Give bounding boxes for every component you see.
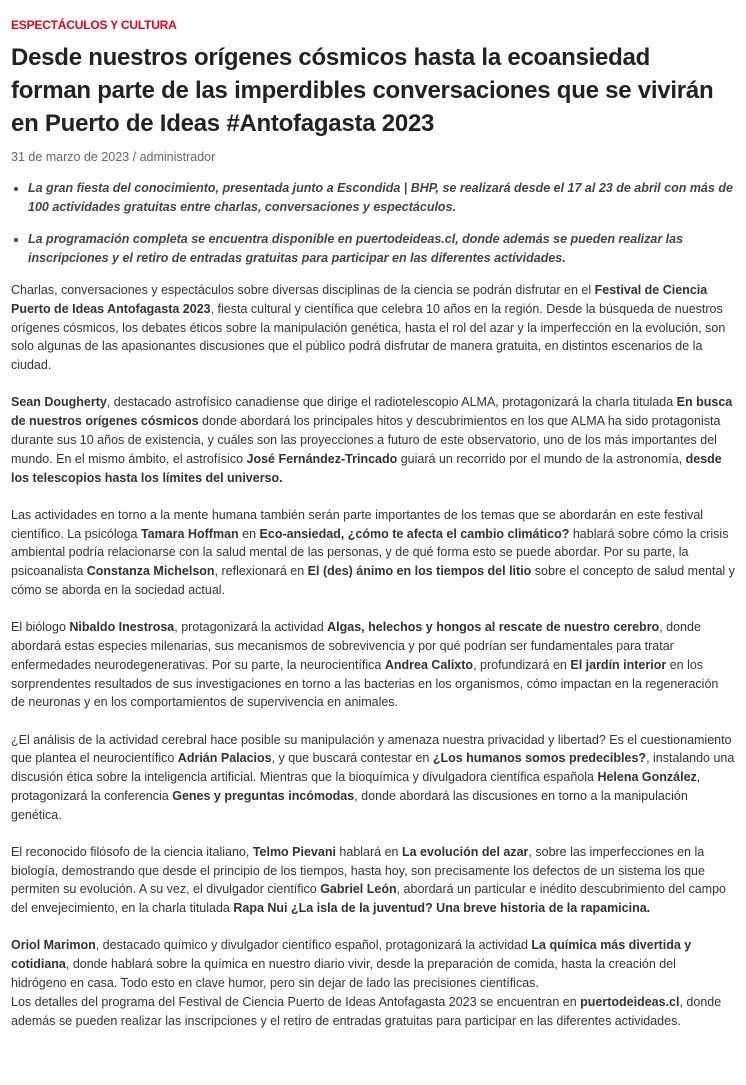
paragraph-biology [11, 618, 735, 712]
text: , protagonizará la conferencia [11, 770, 701, 803]
bold-text: Genes y preguntas incómodas [172, 788, 355, 803]
text: Las actividades en torno a la mente humana también serán parte importantes de los temas que se abordarán en este festival científico. La psicóloga [11, 507, 704, 541]
text: , donde además se pueden realizar las inscripciones y el retiro de entradas gratuitas para participar en las diferentes actividades. [11, 994, 722, 1028]
article-title: Desde nuestros orígenes cósmicos hasta la ecoansiedad forman parte de las imperdibles conversaciones que se vivirán en Puerto de Ideas #Antofagasta 2023 [11, 44, 714, 137]
bold-text: Eco-ansiedad, ¿cómo te afecta el cambio climático? [259, 526, 570, 541]
paragraph-neuroscience [11, 731, 735, 825]
bold-text: Rapa Nui ¿La isla de la juventud? Una breve historia de la rapamicina. [233, 901, 651, 916]
text: Charlas, conversaciones y espectáculos sobre diversas disciplinas de la ciencia se podrán disfrutar en el [11, 283, 595, 297]
website-link: puertodeideas.cl [580, 994, 680, 1009]
text: , profundizará en [473, 657, 571, 672]
bold-text: Festival de Ciencia Puerto de Ideas Antofagasta 2023 [11, 283, 708, 316]
text: El reconocido filósofo de la ciencia italiano, [11, 844, 253, 859]
text: , donde abordará estas especies milenarias, sus mecanismos de sobrevivencia y por qué podrían ser fundamentales para tratar enfermedades neurodegenerativas. Por su parte, la neurocientífica [11, 620, 701, 672]
text: , protagonizará la actividad [174, 620, 328, 635]
text: sobre el concepto de salud mental y cómo se aborda en la sociedad actual. [11, 564, 735, 597]
text: , y que buscará contestar en [271, 751, 433, 766]
author-link[interactable]: administrador [139, 150, 216, 164]
bold-text: Gabriel León [320, 882, 397, 897]
bold-text: Constanza Michelson [86, 564, 215, 579]
text: , abordará un particular e inédito descubrimiento del campo del envejecimiento, en la charla titulada [11, 882, 726, 916]
bold-text: José Fernández-Trincado [246, 451, 398, 466]
bold-text: La química más divertida y cotidiana [11, 938, 692, 972]
text: , donde abordará las discusiones en torno a la manipulación genética. [11, 788, 688, 822]
text: , destacado químico y divulgador científico español, protagonizará la actividad [95, 938, 532, 953]
text: donde abordará los principales hitos y descubrimientos en los que ALMA ha sido protagonista durante sus 10 años de existencia, y cuáles son las proyecciones a futuro de este observatorio, uno de los más importantes del mundo. En el mismo ámbito, el astrofísico [11, 414, 721, 466]
bold-text: Adrián Palacios [177, 751, 272, 766]
bold-text: Algas, helechos y hongos al rescate de nuestro cerebro [327, 620, 660, 635]
paragraph-evolution [11, 843, 735, 918]
category-link[interactable]: ESPECTÁCULOS Y CULTURA [11, 18, 177, 32]
paragraph-intro [11, 281, 735, 375]
text: , destacado astrofísico canadiense que dirige el radiotelescopio ALMA, protagonizará la charla titulada [106, 395, 677, 410]
paragraph-chemistry [11, 936, 735, 992]
text: , donde hablará sobre la química en nuestro diario vivir, desde la preparación de comida, hasta la creación del hidrógeno en casa. Todo esto en clave humor, pero sin dejar de lado las precisiones científicas. [11, 957, 676, 991]
text: hablará en [335, 844, 402, 859]
highlight-item: • La gran fiesta del conocimiento, presentada junto a Escondida | BHP, se realizará desde el 17 al 23 de abril con más de 100 actividades gratuitas entre charlas, conversaciones y espectáculos. [28, 179, 735, 217]
paragraph-astronomy [11, 393, 735, 487]
text: en los sorprendentes resultados de sus investigaciones en torno a las bacterias en los organismos, cómo impactan en la regeneración de neuronas y en los comportamientos de supervivencia en animales. [11, 657, 719, 710]
bold-text: Tamara Hoffman [140, 526, 239, 541]
text: , reflexionará en [214, 564, 308, 579]
bold-text: Nibaldo Inestrosa [69, 620, 175, 635]
meta-separator: / [129, 150, 140, 164]
text: Los detalles del programa del Festival de Ciencia Puerto de Ideas Antofagasta 2023 se encuentran en [11, 994, 581, 1009]
text: , sobre las imperfecciones en la biología, demostrando que desde el principio de los tiempos, hasta hoy, son precisamente los defectos de un sistema los que permiten su evolución. A su vez, el divulgador científico [11, 844, 705, 897]
paragraph-mind [11, 506, 735, 600]
text: El biólogo [11, 620, 70, 635]
article-meta [11, 149, 735, 165]
text: , fiesta cultural y científica que celebra 10 años en la región. Desde la búsqueda de nuestros orígenes cósmicos, los debates éticos sobre la manipulación genética, hasta el rol del azar y la imperfección en la evolución, son solo algunas de las apasionantes discusiones que el público podrá disfrutar de manera gratuita, en distintos escenarios de la ciudad. [11, 301, 726, 373]
bold-text: La evolución del azar [401, 844, 529, 859]
publish-date: 31 de marzo de 2023 [11, 150, 130, 164]
bold-text: El jardín interior [570, 657, 667, 672]
bold-text: Telmo Pievani [252, 844, 336, 859]
bold-text: El (des) ánimo en los tiempos del litio [307, 564, 532, 579]
bold-text: desde los telescopios hasta los límites del universo. [11, 451, 722, 485]
bold-text: ¿Los humanos somos predecibles? [432, 751, 647, 766]
bold-text: Sean Dougherty [11, 395, 107, 410]
bold-text: Andrea Calixto [384, 657, 474, 672]
highlights-list [11, 179, 735, 268]
text: ¿El análisis de la actividad cerebral hace posible su manipulación y amenaza nuestra privacidad y libertad? Es el cuestionamiento que plantea el neurocientífico [11, 732, 732, 766]
text: guiará un recorrido por el mundo de la astronomía, [397, 451, 686, 466]
paragraph-details [11, 993, 735, 1031]
text: hablará sobre cómo la crisis ambiental podría relacionarse con la salud mental de las personas, y de qué forma esto se puede abordar. Por su parte, la psicoanalista [11, 526, 729, 579]
text: en [238, 526, 260, 541]
text: , instalando una discusión ética sobre la inteligencia artificial. Mientras que la bioquímica y divulgadora científica española [11, 751, 735, 785]
bold-text: Helena González [597, 770, 697, 785]
bold-text: En busca de nuestros orígenes cósmicos [11, 395, 733, 429]
highlight-item: • La programación completa se encuentra disponible en puertodeideas.cl, donde además se pueden realizar las inscripciones y el retiro de entradas gratuitas para participar en las diferentes actividades. [28, 230, 735, 268]
bold-text: Oriol Marimon [11, 938, 96, 953]
